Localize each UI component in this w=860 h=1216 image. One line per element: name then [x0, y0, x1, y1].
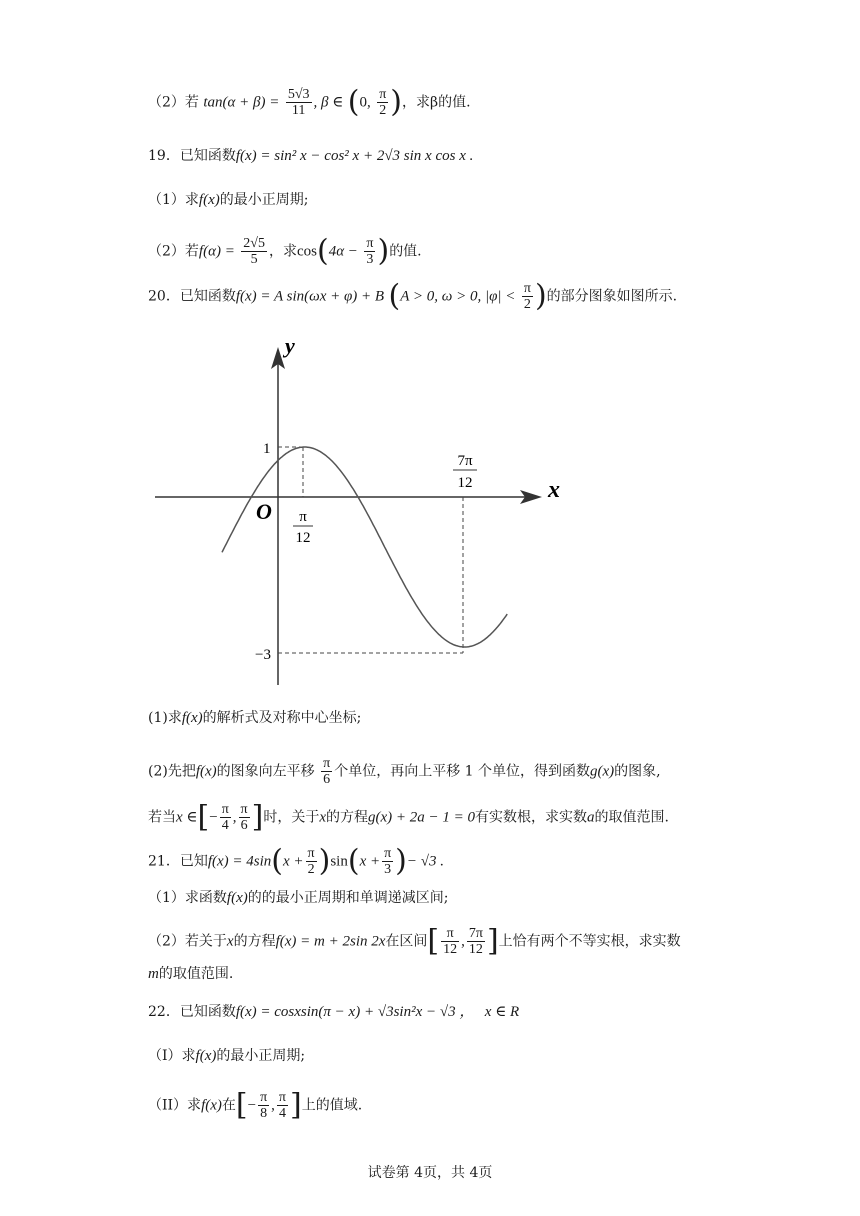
q21-part2-line1: （2）若关于x的方程f(x) = m + 2sin 2x在区间[ $\frac{\pi}{12}$ , $\frac{7\pi}{12}$ ]上恰有两个不等实根，求实数 — [148, 923, 681, 959]
y-min-label: −3 — [255, 647, 271, 663]
origin-label: O — [256, 499, 272, 524]
x-tick1-den: 12 — [295, 530, 311, 546]
q21-part1: （1）求函数f(x)的的最小正周期和单调递减区间; — [148, 890, 449, 906]
q18-part2: （2）若 tan(α + β) = $\frac{5√3}{11}$ , β ∈ (0, $\frac{\pi}{2}$ )，求β的值. — [148, 84, 471, 120]
q21-part2-line2: m的取值范围. — [148, 966, 234, 982]
q19-part2: （2）若f(α) = $\frac{2√5}{5}$ ，求cos(4α − $\frac{\pi}{3}$ )的值. — [148, 233, 422, 269]
x-tick2-den: 12 — [457, 475, 473, 491]
q20-stem: 20．已知函数f(x) = A sin(ωx + φ) + B (A > 0, ω > 0, |φ| < $\frac{\pi}{2}$ )的部分图象如图所示. — [148, 278, 678, 314]
x-tick2-num: 7π — [457, 453, 473, 469]
q21-stem: 21．已知f(x) = 4sin(x + $\frac{\pi}{2}$ )sin(x + $\frac{\pi}{3}$ )− √3 . — [148, 843, 444, 879]
q20-part2-line2: 若当x ∈[− $\frac{\pi}{4}$ , $\frac{\pi}{6}$ ]时，关于x的方程g(x) + 2a − 1 = 0有实数根，求实数a的取值范围. — [148, 799, 669, 835]
q20-part1: (1)求f(x)的解析式及对称中心坐标; — [148, 710, 362, 726]
x-tick1-num: π — [299, 509, 307, 525]
function-graph — [150, 325, 580, 695]
x-axis-label: x — [548, 477, 560, 503]
q22-part2: （II）求f(x)在[− $\frac{\pi}{8}$ , $\frac{\pi}{4}$ ]上的值域. — [148, 1087, 363, 1123]
y-max-label: 1 — [263, 441, 271, 457]
q19-stem: 19．已知函数f(x) = sin² x − cos² x + 2√3 sin x cos x . — [148, 148, 474, 164]
y-axis-label: y — [285, 333, 295, 358]
q22-part1: （I）求f(x)的最小正周期; — [148, 1048, 306, 1064]
q19-part1: （1）求f(x)的最小正周期; — [148, 192, 309, 208]
page-footer: 试卷第 4页，共 4页 — [367, 1165, 493, 1181]
q20-part2-line1: (2)先把f(x)的图象向左平移 $\frac{\pi}{6}$ 个单位，再向上平移 1 个单位，得到函数g(x)的图象, — [148, 756, 661, 787]
q22-stem: 22．已知函数f(x) = cosxsin(π − x) + √3sin²x − √3 ， x ∈ R — [148, 1004, 520, 1020]
